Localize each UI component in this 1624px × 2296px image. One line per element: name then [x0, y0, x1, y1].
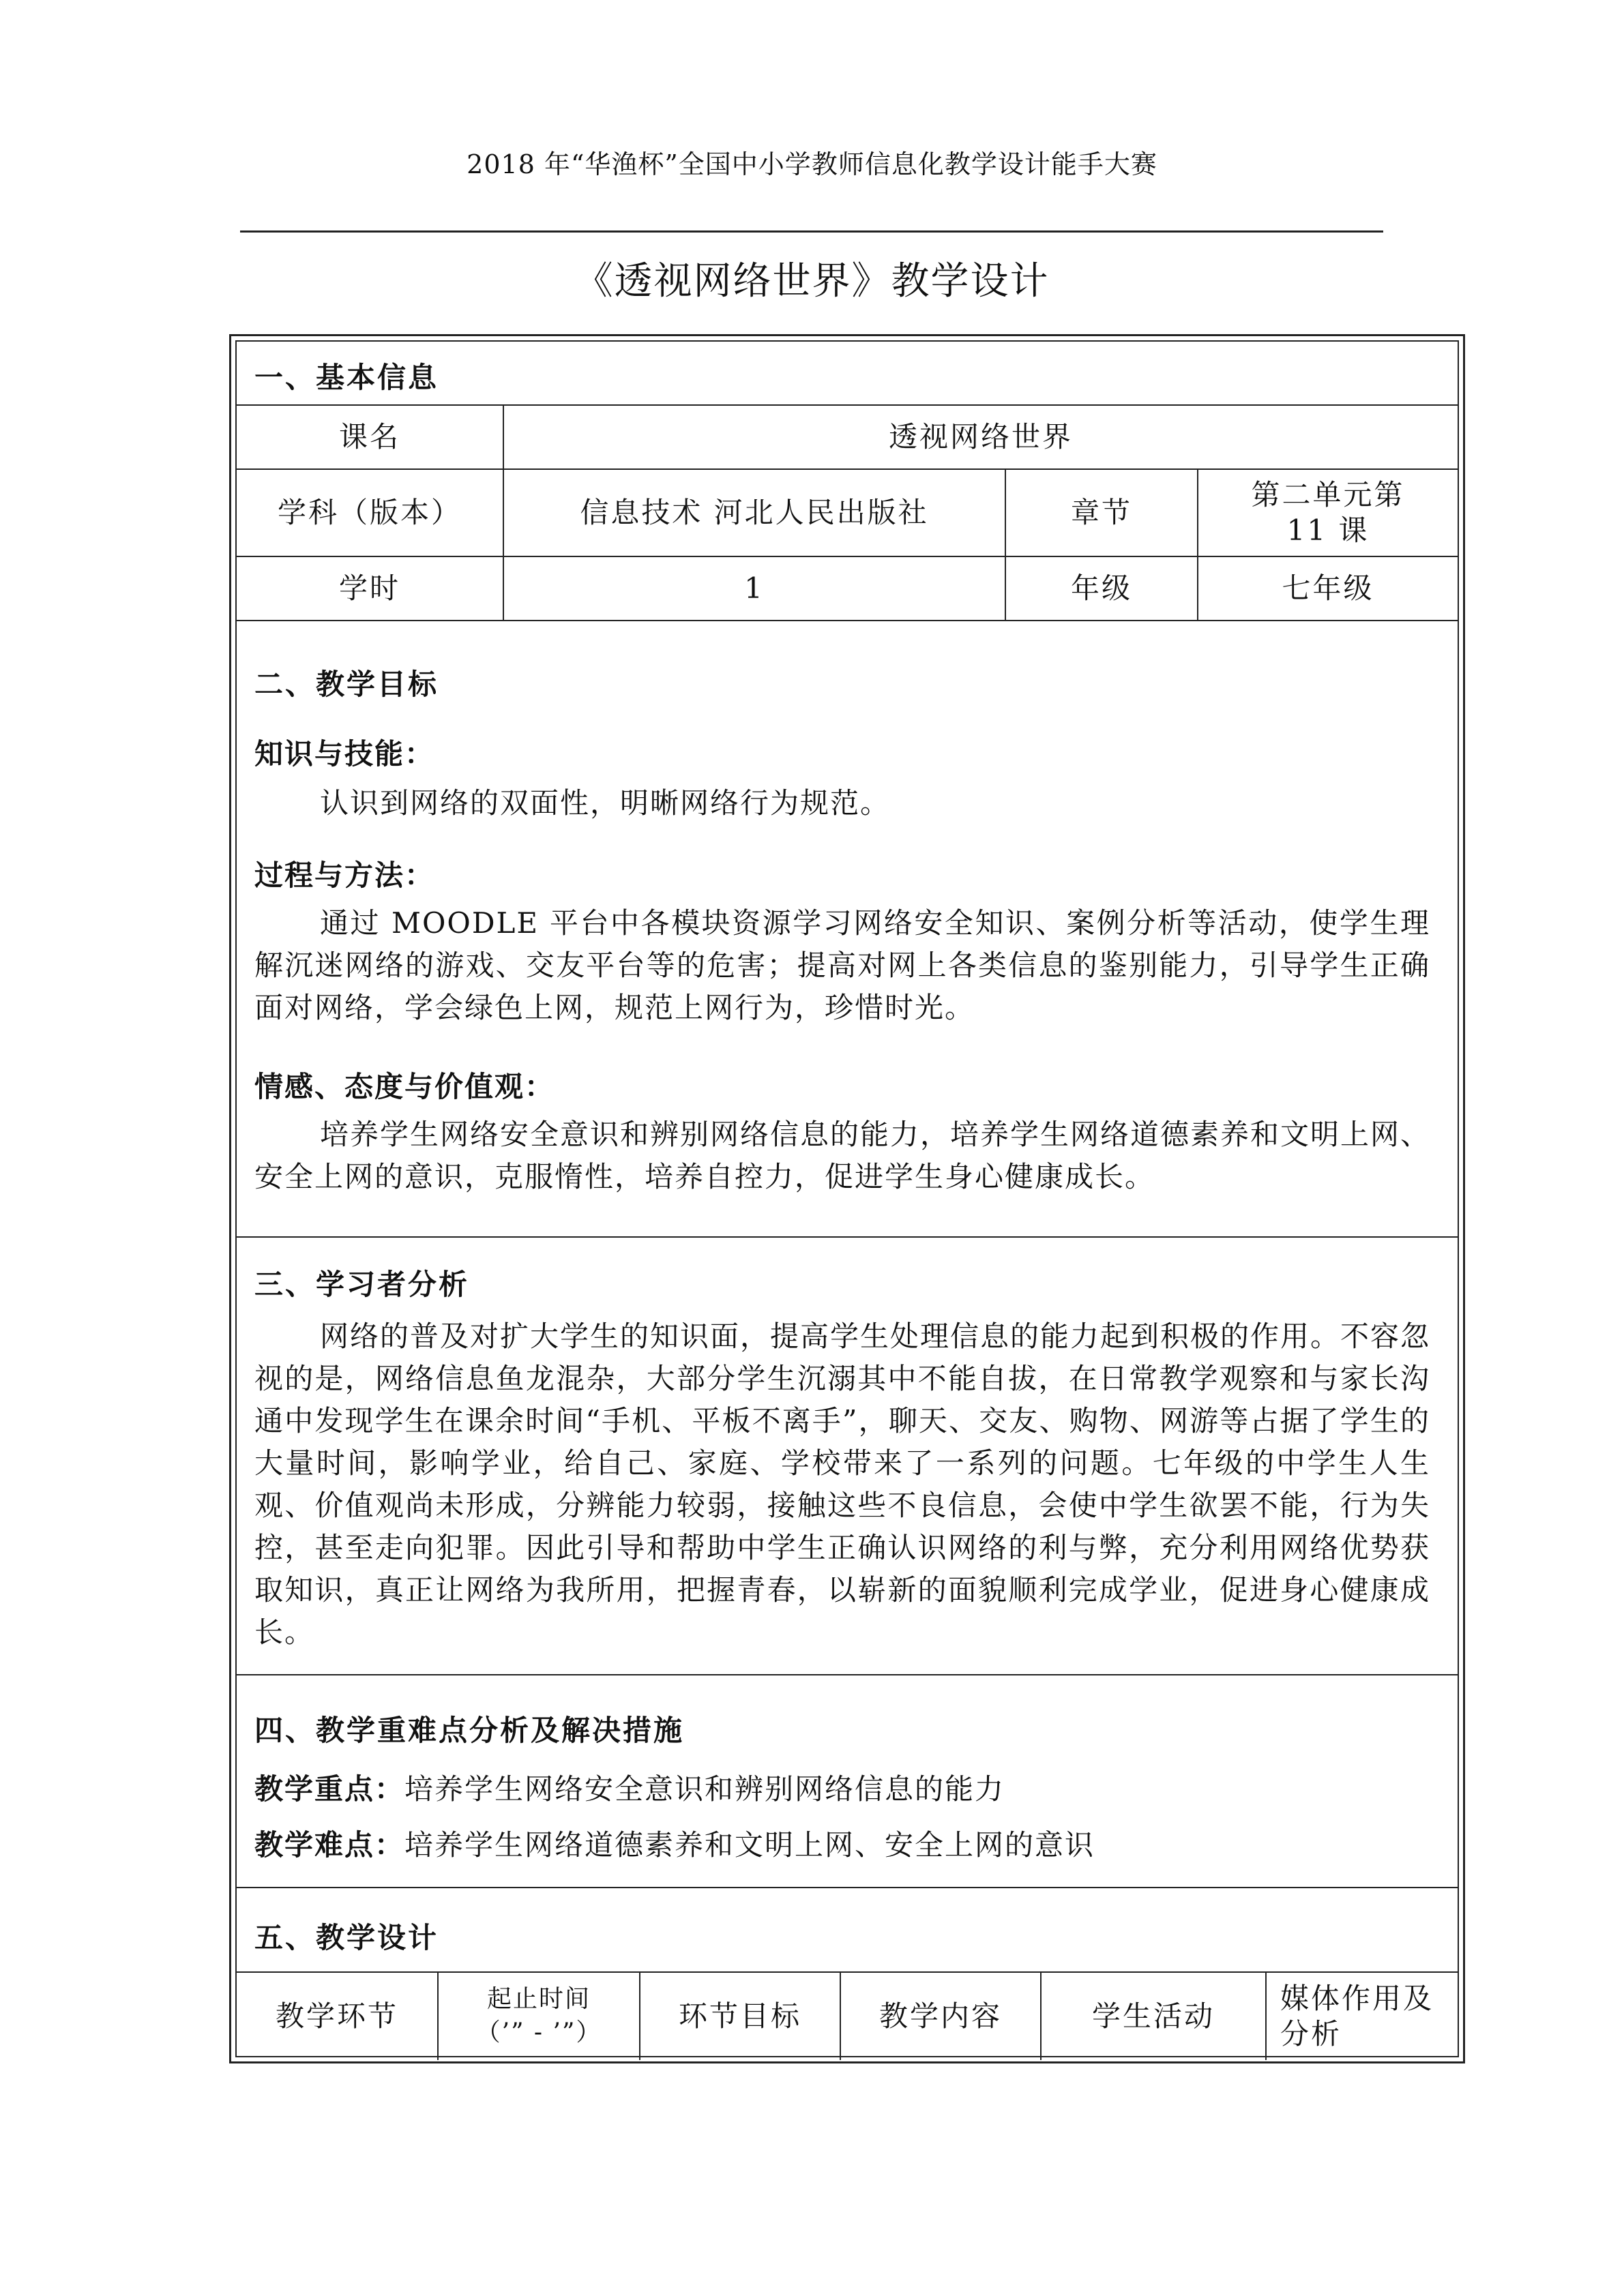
subject-row [237, 470, 1458, 557]
header-divider [240, 230, 1383, 233]
col-goal: 环节目标 [640, 1973, 841, 2060]
grade-label: 年级 [1006, 557, 1198, 620]
contest-header: 2018 年“华渔杯”全国中小学教师信息化教学设计能手大赛 [467, 149, 1157, 179]
hours-row [237, 557, 1458, 621]
process-text: 通过 MOODLE 平台中各模块资源学习网络安全知识、案例分析等活动，使学生理解沉迷网络的游戏、交友平台等的危害；提高对网上各类信息的鉴别能力，引导学生正确面对网络，学会绿色上网，规范上网行为，珍惜时光。 [254, 906, 1430, 1024]
hours-value: 1 [504, 557, 1006, 620]
col-content: 教学内容 [841, 1973, 1042, 2060]
keypoints-heading: 四、教学重难点分析及解决措施 [254, 1714, 685, 1747]
grade-value: 七年级 [1282, 571, 1374, 605]
col-time [439, 1973, 640, 2060]
course-value: 透视网络世界 [888, 419, 1073, 453]
objectives-heading: 二、教学目标 [254, 668, 439, 701]
knowledge-text: 认识到网络的双面性，明晰网络行为规范。 [320, 786, 891, 820]
learners-heading: 三、学习者分析 [254, 1268, 470, 1301]
emotion-text: 培养学生网络安全意识和辨别网络信息的能力，培养学生网络道德素养和文明上网、安全上网的意识，克服惰性，培养自控力，促进学生身心健康成长。 [254, 1118, 1431, 1193]
basic-info-heading-row [237, 342, 1458, 406]
hours-label: 学时 [237, 557, 504, 620]
lesson-plan-table [229, 334, 1465, 2063]
col-stage: 教学环节 [237, 1973, 439, 2060]
learners-text: 网络的普及对扩大学生的知识面，提高学生处理信息的能力起到积极的作用。不容忽视的是，网络信息鱼龙混杂，大部分学生沉溺其中不能自拔，在日常教学观察和与家长沟通中发现学生在课余时间“手机、平板不离手”，聊天、交友、购物、网游等占据了学生的大量时间，影响学业，给自己、家庭、学校带来了一系列的问题。七年级的中学生人生观、价值观尚未形成，分辨能力较弱，接触这些不良信息，会使中学生欲罢不能，行为失控，甚至走向犯罪。因此引导和帮助中学生正确认识网络的利与弊，充分利用网络优势获取知识，真正让网络为我所用，把握青春，以崭新的面貌顺利完成学业，促进身心健康成长。 [254, 1320, 1431, 1649]
learners-section [237, 1238, 1458, 1675]
knowledge-title: 知识与技能： [254, 737, 435, 771]
design-heading: 五、教学设计 [254, 1921, 439, 1954]
process-title: 过程与方法： [254, 859, 435, 892]
keypoints-section [237, 1675, 1458, 1888]
difficulty-label: 教学难点： [254, 1828, 405, 1862]
difficulty-line [254, 1823, 1095, 1864]
subject-label: 学科（版本） [237, 470, 504, 556]
design-heading-row [237, 1888, 1458, 1973]
course-row [237, 406, 1458, 470]
focus-text: 培养学生网络安全意识和辨别网络信息的能力 [404, 1772, 1005, 1806]
col-media: 媒体作用及分析 [1280, 1981, 1434, 2051]
objectives-section [237, 621, 1458, 1238]
chapter-label: 章节 [1006, 470, 1198, 556]
focus-label: 教学重点： [254, 1772, 405, 1806]
focus-line [254, 1767, 1005, 1808]
table-inner-frame [235, 340, 1459, 2057]
document-title: 《透视网络世界》教学设计 [574, 259, 1050, 303]
difficulty-text: 培养学生网络道德素养和文明上网、安全上网的意识 [404, 1828, 1095, 1862]
subject-value: 信息技术 河北人民出版社 [504, 470, 1006, 556]
col-time-label: 起止时间 [486, 1985, 591, 2014]
chapter-value: 第二单元第 11 课 [1251, 477, 1405, 547]
course-label: 课名 [237, 406, 504, 468]
basic-info-heading: 一、基本信息 [254, 361, 439, 394]
col-activity: 学生活动 [1042, 1973, 1267, 2060]
emotion-title: 情感、态度与价值观： [254, 1070, 555, 1103]
design-columns-row [237, 1973, 1458, 2060]
col-time-format: （’” - ’”） [475, 2018, 602, 2046]
